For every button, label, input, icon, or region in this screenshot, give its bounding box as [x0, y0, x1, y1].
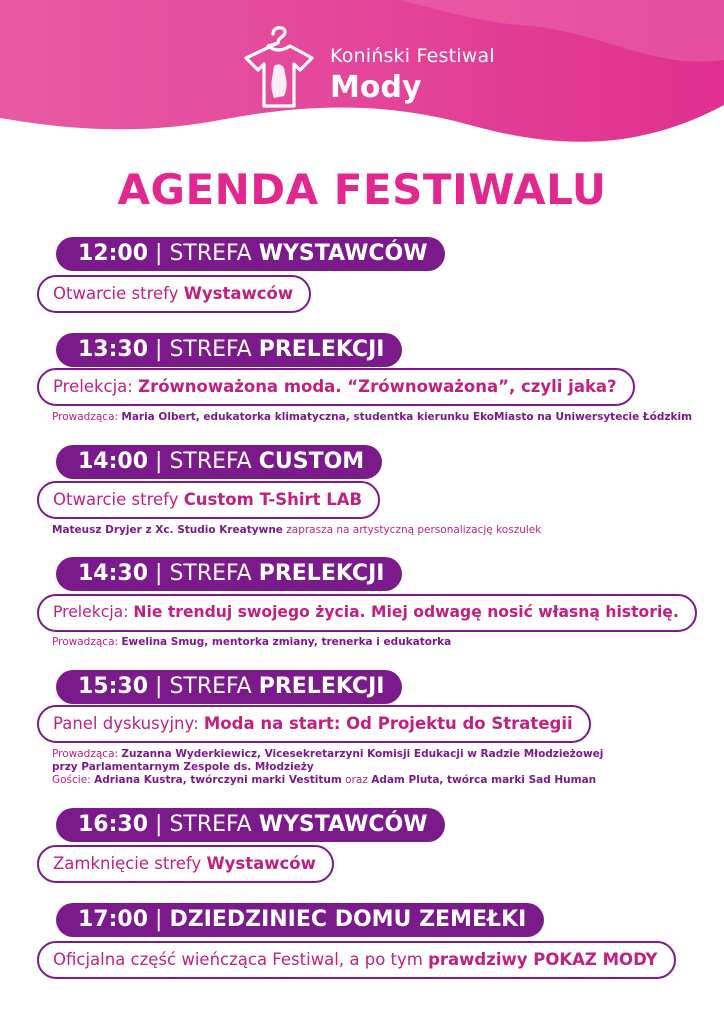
note-bold: Mateusz Dryjer z Xc. Studio Kreatywne	[52, 524, 283, 536]
event-note	[52, 524, 541, 537]
event-description-pill	[37, 705, 591, 743]
separator: |	[148, 241, 170, 266]
event-desc-plain: Panel dyskusyjny:	[53, 714, 204, 733]
event-desc-bold: Wystawców	[206, 854, 316, 873]
note-bold: Maria Olbert, edukatorka klimatyczna, studentka kierunku EkoMiasto na Uniwersytecie Łódzkim	[121, 411, 693, 423]
event-desc-bold: Nie trenduj swojego życia. Miej odwagę nosić własną historię.	[133, 603, 679, 621]
page-title: AGENDA FESTIWALU	[117, 165, 607, 214]
time-label: 14:30	[78, 561, 149, 586]
note-label: Goście:	[52, 774, 95, 786]
event-note	[52, 636, 451, 649]
event-desc-plain: Prelekcja:	[53, 603, 134, 621]
note-bold: Adriana Kustra, twórczyni marki Vestitum	[94, 774, 342, 786]
brand-name-line2: Mody	[330, 70, 422, 105]
event-desc-bold: Wystawców	[183, 284, 294, 303]
event-description-pill	[37, 275, 311, 313]
time-label: 14:00	[78, 449, 149, 474]
event-desc-plain: Oficjalna część wieńcząca Festiwal, a po tym	[53, 950, 429, 969]
note-label: Prowadząca:	[52, 636, 122, 648]
separator: |	[148, 812, 170, 837]
brand-name-line1: Koniński Festiwal	[330, 45, 495, 67]
zone-name: WYSTAWCÓW	[258, 241, 428, 266]
event-desc-plain: Otwarcie strefy	[53, 490, 184, 509]
note-label: Prowadząca:	[52, 411, 122, 423]
separator: |	[148, 337, 170, 362]
zone-prefix: STREFA	[169, 241, 259, 266]
event-desc-bold: prawdziwy POKAZ MODY	[428, 950, 658, 969]
note-label: Prowadząca:	[52, 748, 122, 760]
time-slot-pill	[56, 445, 382, 479]
time-label: 12:00	[78, 241, 149, 266]
note-rest: zaprasza na artystyczną personalizację koszulek	[282, 524, 542, 536]
time-slot-pill	[56, 237, 445, 271]
note-mid: oraz	[341, 774, 372, 786]
zone-name: PRELEKCJI	[258, 337, 385, 362]
tshirt-hanger-logo-icon	[228, 18, 328, 114]
separator: |	[148, 561, 170, 586]
time-label: 15:30	[78, 674, 149, 699]
event-description-pill	[37, 368, 635, 406]
event-note	[52, 774, 596, 787]
event-desc-bold: Zrównoważona moda. “Zrównoważona”, czyli jaka?	[138, 377, 617, 396]
note-bold: Adam Pluta, twórca marki Sad Human	[371, 774, 597, 786]
time-slot-pill	[56, 333, 402, 367]
event-description-pill	[37, 481, 380, 519]
note-bold: przy Parlamentarnym Zespole ds. Młodzieży	[52, 761, 314, 773]
separator: |	[148, 449, 170, 474]
time-slot-pill	[56, 808, 445, 842]
time-label: 13:30	[78, 337, 149, 362]
time-slot-pill	[56, 903, 544, 937]
separator: |	[148, 674, 170, 699]
note-bold: Ewelina Smug, mentorka zmiany, trenerka i edukatorka	[121, 636, 452, 648]
zone-name: CUSTOM	[258, 449, 365, 474]
zone-prefix: STREFA	[169, 337, 259, 362]
time-slot-pill	[56, 670, 402, 704]
separator: |	[148, 907, 170, 932]
event-desc-plain: Zamknięcie strefy	[53, 854, 207, 873]
zone-prefix: STREFA	[169, 449, 259, 474]
event-note	[52, 761, 314, 774]
event-desc-plain: Prelekcja:	[53, 377, 139, 396]
zone-name: PRELEKCJI	[258, 674, 385, 699]
zone-name: DZIEDZINIEC DOMU ZEMEŁKI	[169, 907, 527, 932]
event-desc-plain: Otwarcie strefy	[53, 284, 184, 303]
event-note	[52, 748, 603, 761]
note-bold: Zuzanna Wyderkiewicz, Vicesekretarzyni Komisji Edukacji w Radzie Młodzieżowej	[121, 748, 604, 760]
time-slot-pill	[56, 557, 402, 591]
event-desc-bold: Moda na start: Od Projektu do Strategii	[203, 714, 573, 733]
event-description-pill	[37, 845, 334, 883]
zone-name: PRELEKCJI	[258, 561, 385, 586]
event-desc-bold: Custom T-Shirt LAB	[183, 490, 363, 509]
zone-prefix: STREFA	[169, 561, 259, 586]
event-note	[52, 411, 692, 424]
zone-prefix: STREFA	[169, 812, 259, 837]
event-description-pill	[37, 594, 697, 632]
zone-name: WYSTAWCÓW	[258, 812, 428, 837]
zone-prefix: STREFA	[169, 674, 259, 699]
time-label: 17:00	[78, 907, 149, 932]
event-description-pill	[37, 941, 676, 979]
time-label: 16:30	[78, 812, 149, 837]
